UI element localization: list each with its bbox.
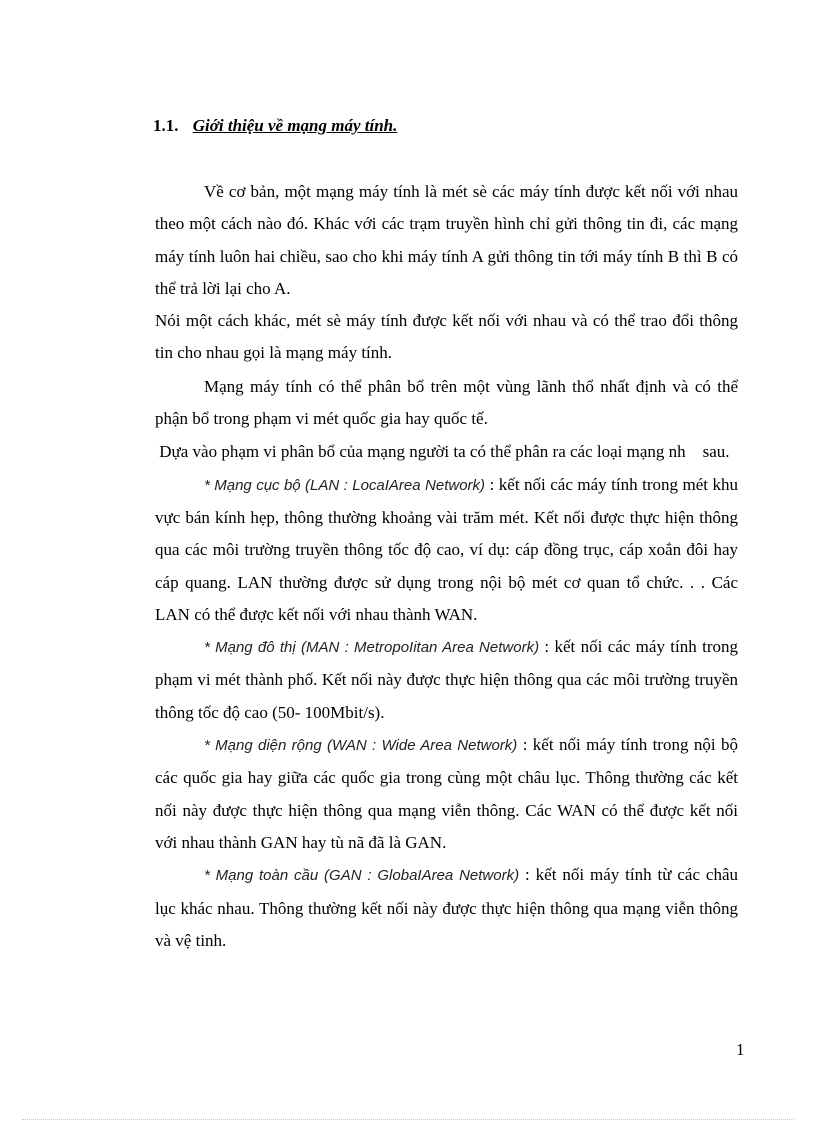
network-type-description: : kết nối máy tính từ các châu lục khác nhau. Thông thường kết nối này được thực hiện thông qua mạng viễn thông và vệ tinh. (155, 865, 739, 950)
network-type-term: * Mạng toàn cầu (GAN : GlobaIArea Network) (204, 867, 520, 885)
network-type-man (155, 631, 738, 729)
network-type-term: * Mạng đô thị (MAN : MetropoIitan Area Network) (204, 639, 540, 657)
page-number: 1 (736, 1040, 745, 1059)
section-number: 1.1. (153, 116, 179, 135)
body-text (155, 176, 738, 957)
network-type-term: * Mạng diện rộng (WAN : Wide Area Network) (204, 737, 518, 755)
paragraph-distribution: Mạng máy tính có thể phân bổ trên một vùng lãnh thổ nhất định và có thể phận bổ trong phạm vi mét quốc gia hay quốc tế. (155, 376, 738, 429)
section-title: Giới thiệu về mạng máy tính. (192, 116, 398, 135)
network-type-term: * Mạng cục bộ (LAN : LocaIArea Network) (204, 476, 486, 494)
network-type-gan (155, 859, 738, 957)
footer-divider (22, 1119, 794, 1120)
network-type-lan (155, 469, 738, 631)
network-type-description: : kết nối các máy tính trong phạm vi mét thành phố. Kết nối này được thực hiện thông qua các môi trường truyền thông tốc độ cao (50- 100Mbit/s). (155, 637, 738, 722)
network-type-wan (155, 729, 738, 859)
paragraph-classification: Dựa vào phạm vi phân bổ của mạng người ta có thể phân ra các loại mạng nh sau. (155, 442, 730, 462)
section-heading (153, 116, 397, 136)
paragraph-definition: Nói một cách khác, mét sè máy tính được kết nối với nhau và có thể trao đổi thông tin cho nhau gọi là mạng máy tính. (155, 311, 738, 363)
network-type-description: : kết nối máy tính trong nội bộ các quốc gia hay giữa các quốc gia trong cùng một châu lục. Thông thường các kết nối này được thực hiện thông qua mạng viễn thông. Các WAN có thể được kết nối với nhau thành GAN hay tù nã đã là GAN. (155, 735, 738, 852)
paragraph-intro: Về cơ bản, một mạng máy tính là mét sè các máy tính được kết nối với nhau theo một cách nào đó. Khác với các trạm truyền hình chỉ gửi thông tin đi, các mạng máy tính luôn hai chiều, sao cho khi máy tính A gửi thông tin tới máy tính B thì B có thể trả lời lại cho A. (155, 182, 738, 298)
network-type-description: : kết nối các máy tính trong mét khu vực bán kính hẹp, thông thường khoảng vài trăm mét. Kết nối được thực hiện thông qua các môi trường truyền thông tốc độ cao, ví dụ: cáp đồng trục, cáp xoắn đôi hay cáp quang. LAN thường được sử dụng trong nội bộ mét cơ quan tổ chức. . . Các LAN có thể được kết nối với nhau thành WAN. (155, 474, 738, 624)
